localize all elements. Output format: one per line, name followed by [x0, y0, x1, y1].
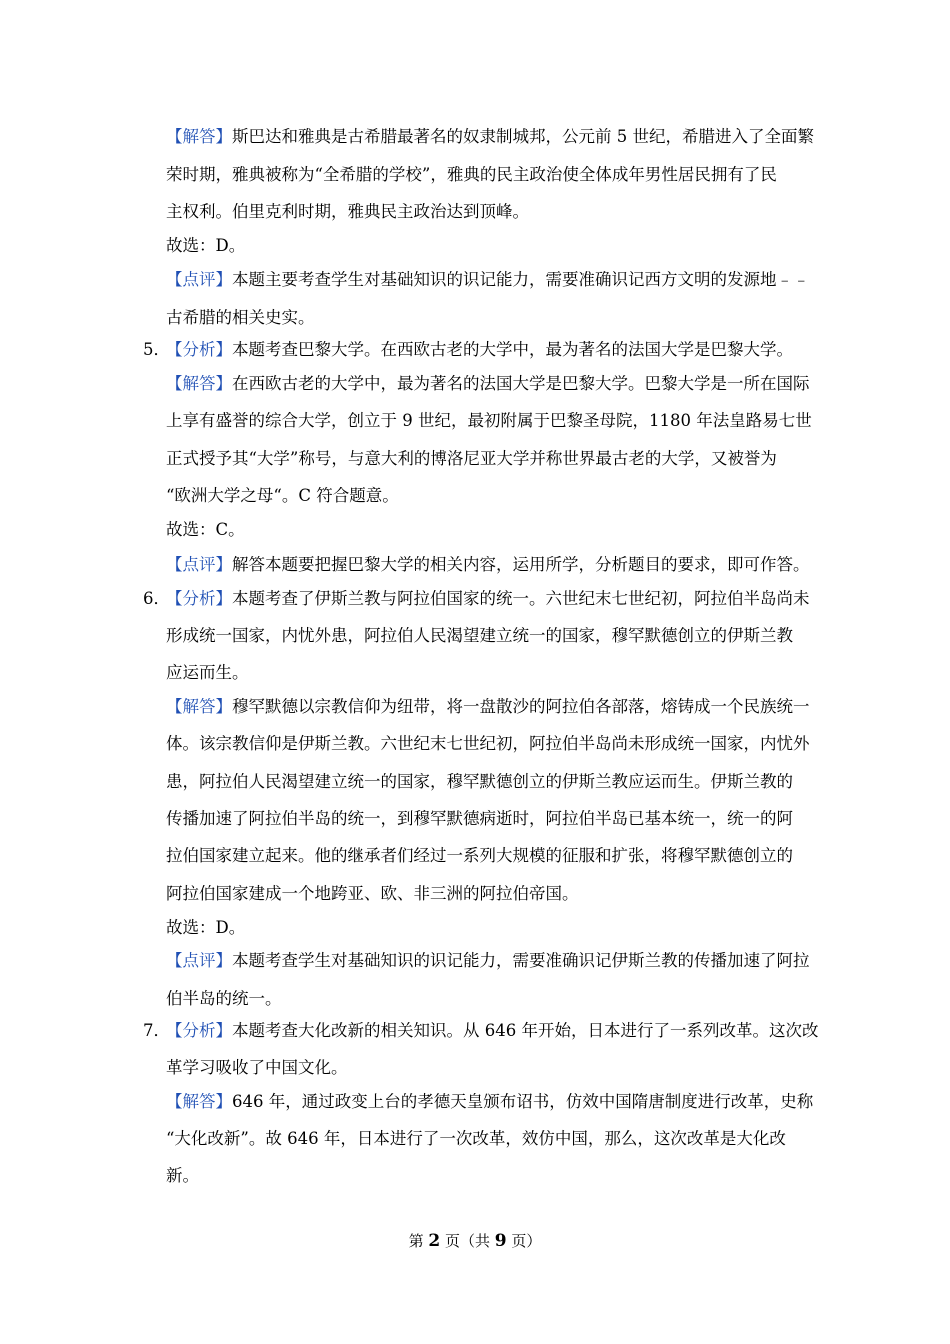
q6-fenxi-line-3: 应运而生。 — [166, 663, 249, 682]
q6-fenxi-line-1: 【分析】本题考查了伊斯兰教与阿拉伯国家的统一。六世纪末七世纪初，阿拉伯半岛尚未 — [166, 589, 810, 608]
q6-dianping-line-1: 【点评】本题考查学生对基础知识的识记能力，需要准确识记伊斯兰教的传播加速了阿拉 — [166, 951, 810, 970]
q5-jieda-line-2: 上享有盛誉的综合大学，创立于 9 世纪，最初附属于巴黎圣母院，1180 年法皇路易七世 — [166, 411, 812, 430]
fenxi-tag: 【分析】 — [166, 1021, 232, 1040]
jieda-tag: 【解答】 — [166, 374, 232, 393]
q5-number: 5． — [143, 340, 170, 359]
q5-jieda-line-4: “欧洲大学之母“。C 符合题意。 — [166, 486, 399, 505]
q6-fenxi-line-2: 形成统一国家，内忧外患，阿拉伯人民渴望建立统一的国家，穆罕默德创立的伊斯兰教 — [166, 626, 793, 645]
q6-jieda-line-5: 拉伯国家建立起来。他的继承者们经过一系列大规模的征服和扩张，将穆罕默德创立的 — [166, 846, 793, 865]
q6-answer: 故选：D。 — [166, 918, 246, 937]
q6-jieda-line-4: 传播加速了阿拉伯半岛的统一，到穆罕默德病逝时，阿拉伯半岛已基本统一，统一的阿 — [166, 809, 793, 828]
q4-dianping-line-2: 古希腊的相关史实。 — [166, 308, 315, 327]
q7-jieda-line-1: 【解答】646 年，通过政变上台的孝德天皇颁布诏书，仿效中国隋唐制度进行改革，史称 — [166, 1092, 814, 1111]
jieda-tag: 【解答】 — [166, 697, 232, 716]
q6-jieda-line-6: 阿拉伯国家建成一个地跨亚、欧、非三洲的阿拉伯帝国。 — [166, 884, 579, 903]
q6-jieda-line-1: 【解答】穆罕默德以宗教信仰为纽带，将一盘散沙的阿拉伯各部落，熔铸成一个民族统一 — [166, 697, 810, 716]
fenxi-tag: 【分析】 — [166, 340, 232, 359]
q4-jieda-line-2: 荣时期，雅典被称为“全希腊的学校”，雅典的民主政治使全体成年男性居民拥有了民 — [166, 165, 777, 184]
q6-jieda-line-2: 体。该宗教信仰是伊斯兰教。六世纪末七世纪初，阿拉伯半岛尚未形成统一国家，内忧外 — [166, 734, 810, 753]
jieda-tag: 【解答】 — [166, 127, 232, 146]
current-page-number: 2 — [428, 1231, 441, 1251]
q4-jieda-line-1: 【解答】斯巴达和雅典是古希腊最著名的奴隶制城邦，公元前 5 世纪，希腊进入了全面繁 — [166, 127, 814, 146]
q4-answer: 故选：D。 — [166, 236, 246, 255]
q6-number: 6． — [143, 589, 170, 608]
q5-jieda-line-1: 【解答】在西欧古老的大学中，最为著名的法国大学是巴黎大学。巴黎大学是一所在国际 — [166, 374, 810, 393]
dianping-tag: 【点评】 — [166, 270, 232, 289]
q6-jieda-line-3: 患，阿拉伯人民渴望建立统一的国家，穆罕默德创立的伊斯兰教应运而生。伊斯兰教的 — [166, 772, 793, 791]
q7-number: 7． — [143, 1021, 170, 1040]
q5-fenxi-line-1: 【分析】本题考查巴黎大学。在西欧古老的大学中，最为著名的法国大学是巴黎大学。 — [166, 340, 793, 359]
q5-jieda-line-3: 正式授予其“大学”称号，与意大利的博洛尼亚大学并称世界最古老的大学，又被誉为 — [166, 449, 777, 468]
q7-fenxi-line-2: 革学习吸收了中国文化。 — [166, 1058, 348, 1077]
q4-jieda-line-3: 主权利。伯里克利时期，雅典民主政治达到顶峰。 — [166, 202, 529, 221]
fenxi-tag: 【分析】 — [166, 589, 232, 608]
total-page-count: 9 — [494, 1231, 507, 1251]
q6-dianping-line-2: 伯半岛的统一。 — [166, 989, 282, 1008]
q7-jieda-line-3: 新。 — [166, 1166, 199, 1185]
q4-dianping-line-1: 【点评】本题主要考查学生对基础知识的识记能力，需要准确识记西方文明的发源地﹣﹣ — [166, 270, 810, 289]
q7-fenxi-line-1: 【分析】本题考查大化改新的相关知识。从 646 年开始，日本进行了一系列改革。这次改 — [166, 1021, 819, 1040]
q7-jieda-line-2: “大化改新”。故 646 年，日本进行了一次改革，效仿中国，那么，这次改革是大化改 — [166, 1129, 786, 1148]
dianping-tag: 【点评】 — [166, 951, 232, 970]
page-footer: 第 2 页（共 9 页） — [408, 1231, 542, 1251]
q5-answer: 故选：C。 — [166, 520, 245, 539]
q5-dianping-line-1: 【点评】解答本题要把握巴黎大学的相关内容，运用所学，分析题目的要求，即可作答。 — [166, 555, 810, 574]
dianping-tag: 【点评】 — [166, 555, 232, 574]
jieda-tag: 【解答】 — [166, 1092, 232, 1111]
